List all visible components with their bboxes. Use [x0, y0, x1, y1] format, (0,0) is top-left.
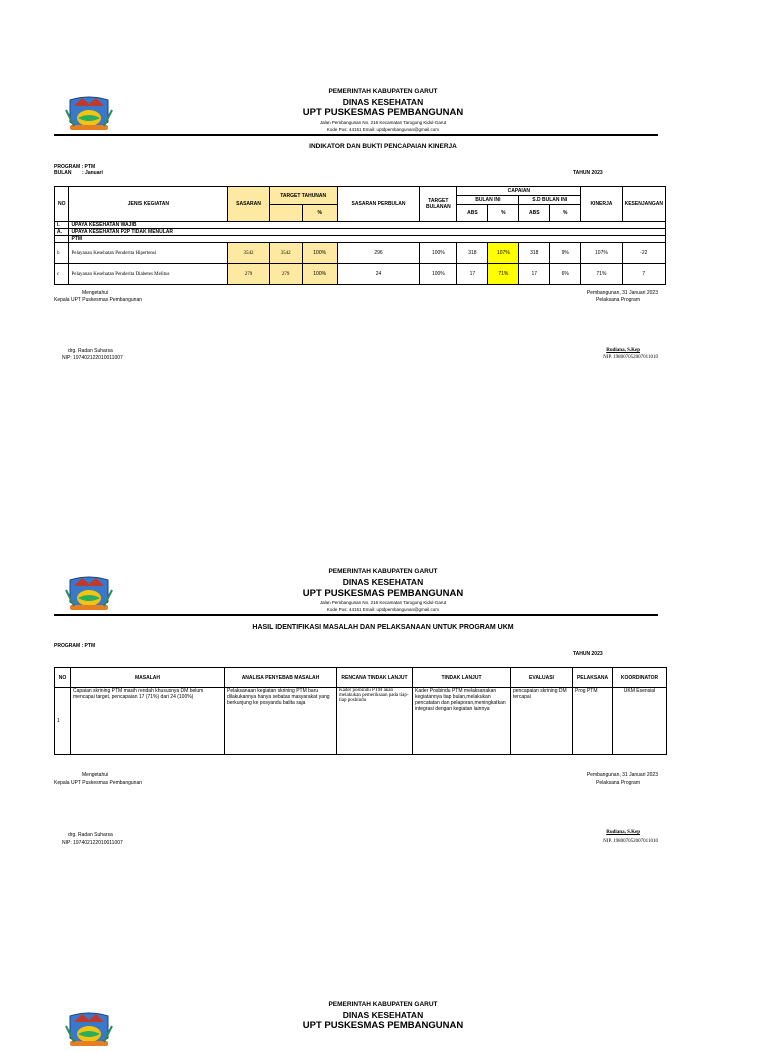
row-tindak: Kader Posbindu PTM melaksanakan kegiatannya tiap bulan,melakukan pencatatan dan pelaporan,meningkatkan integrasi dengan kegiatan lainnya	[413, 688, 511, 755]
th-sd-pct: %	[550, 205, 581, 222]
row-pct: 107%	[488, 243, 519, 264]
th-koordinator: KOORDINATOR	[613, 668, 667, 688]
kop-contact: Kode Pos: 44151 Email: uptdpembangunan@gmail.com	[326, 127, 440, 132]
row-pct: 71%	[488, 264, 519, 285]
tempat-tanggal: Pembangunan, 31 Januari 2023	[586, 772, 658, 778]
program-label: PROGRAM : PTM	[54, 164, 96, 170]
th-no: NO	[55, 187, 69, 222]
th-sasaran: SASARAN	[228, 187, 269, 222]
kop-address: Jalan Pembangunan No. 216 Kecamatan Tarogong Kidul-Garut	[319, 600, 447, 605]
garut-logo-icon	[64, 572, 114, 616]
garut-logo-icon	[64, 92, 114, 136]
row-sd-abs: 17	[519, 264, 550, 285]
th-target-tahunan: TARGET TAHUNAN	[269, 187, 337, 205]
th-abs: ABS	[457, 205, 488, 222]
kop-upt: UPT PUSKESMAS PEMBANGUNAN	[302, 1020, 464, 1031]
row-sd-abs: 318	[519, 243, 550, 264]
section-no	[55, 236, 69, 243]
kop-dinas: DINAS KESEHATAN	[342, 1010, 424, 1020]
pelaksana-label: Pelaksana Program	[596, 780, 640, 786]
th-masalah: MASALAH	[71, 668, 225, 688]
kop-pemerintah: PEMERINTAH KABUPATEN GARUT	[328, 568, 438, 575]
pelaksana-label: Pelaksana Program	[596, 297, 640, 303]
row-target-pct: 100%	[302, 264, 337, 285]
section-label: UPAYA KESEHATAN P2P TIDAK MENULAR	[69, 229, 666, 236]
program-label: PROGRAM : PTM	[54, 643, 96, 649]
kepala-label: Kepala UPT Puskesmas Pembangunan	[54, 297, 143, 303]
th-bulan-ini: BULAN INI	[457, 196, 519, 205]
th-sd-bulan-ini: S.D BULAN INI	[519, 196, 581, 205]
row-target-bulan: 100%	[420, 243, 457, 264]
row-no: c	[55, 264, 69, 285]
mengetahui-label: Mengetahui	[82, 772, 109, 778]
kop-contact: Kode Pos: 44151 Email: uptdpembangunan@gmail.com	[326, 607, 440, 612]
kepala-nip: NIP: 197402122010011007	[62, 840, 123, 846]
kop-upt: UPT PUSKESMAS PEMBANGUNAN	[302, 588, 464, 599]
row-sasaran-bulan: 296	[337, 243, 420, 264]
th-pct: %	[488, 205, 519, 222]
th-target-blank	[269, 205, 302, 222]
row-sasaran: 3542	[228, 243, 269, 264]
mengetahui-label: Mengetahui	[82, 290, 109, 296]
th-capaian: CAPAIAN	[457, 187, 581, 196]
kop-pemerintah: PEMERINTAH KABUPATEN GARUT	[328, 88, 438, 95]
page-title: INDIKATOR DAN BUKTI PENCAPAIAN KINERJA	[309, 143, 457, 150]
row-evaluasi: pencapaian skrining DM tercapai	[511, 688, 573, 755]
row-kesenjangan: 7	[622, 264, 665, 285]
pelaksana-nip: NIP. 198007052007011010	[603, 839, 658, 844]
th-jenis: JENIS KEGIATAN	[69, 187, 228, 222]
row-target: 3542	[269, 243, 302, 264]
kop-address: Jalan Pembangunan No. 216 Kecamatan Tarogong Kidul-Garut	[319, 120, 447, 125]
th-kesenjangan: KESENJANGAN	[622, 187, 665, 222]
row-kegiatan: Pelayanan Kesehatan Penderita Hipertensi	[69, 243, 228, 264]
row-target: 279	[269, 264, 302, 285]
th-no: NO	[55, 668, 71, 688]
th-analisa: ANALISA PENYEBAB MASALAH	[225, 668, 337, 688]
row-abs: 318	[457, 243, 488, 264]
th-kinerja: KINERJA	[581, 187, 622, 222]
row-kegiatan: Pelayanan Kesehatan Penderita Diabetes Melitus	[69, 264, 228, 285]
row-target-pct: 100%	[302, 243, 337, 264]
th-sd-abs: ABS	[519, 205, 550, 222]
garut-logo-icon	[64, 1008, 114, 1052]
kop-pemerintah: PEMERINTAH KABUPATEN GARUT	[328, 1001, 438, 1008]
row-no: b	[55, 243, 69, 264]
row-pelaksana: Prog PTM	[573, 688, 613, 755]
row-rencana: Kader posbindu PTM akan melakukan pemeriksaan pada tiap-tiap posbindu	[337, 688, 413, 755]
row-kesenjangan: -22	[622, 243, 665, 264]
row-target-bulan: 100%	[420, 264, 457, 285]
row-sd-pct: 9%	[550, 243, 581, 264]
row-sasaran: 279	[228, 264, 269, 285]
section-label: PTM	[69, 236, 666, 243]
tahun-label: TAHUN 2023	[573, 651, 603, 657]
row-koordinator: UKM Esensial	[613, 688, 667, 755]
th-sasaran-perbulan: SASARAN PERBULAN	[337, 187, 420, 222]
th-target-pct: %	[302, 205, 337, 222]
th-tindak: TINDAK LANJUT	[413, 668, 511, 688]
row-sasaran-bulan: 24	[337, 264, 420, 285]
row-sd-pct: 6%	[550, 264, 581, 285]
kinerja-table	[54, 186, 666, 285]
row-no: 1	[55, 688, 71, 755]
kop-divider	[54, 134, 658, 136]
row-kinerja: 107%	[581, 243, 622, 264]
th-target-bulanan: TARGET BULANAN	[420, 187, 457, 222]
tempat-tanggal: Pembangunan, 31 Januari 2023	[586, 290, 658, 296]
th-pelaksana: PELAKSANA	[573, 668, 613, 688]
masalah-table	[54, 667, 667, 755]
row-masalah: Capaian skrining PTM masih rendah khususnya DM belum mencapai target, pencapaian 17 (71%) dari 24 (100%)	[71, 688, 225, 755]
kepala-label: Kepala UPT Puskesmas Pembangunan	[54, 780, 143, 786]
bulan-label: BULAN	[54, 170, 72, 176]
kepala-nip: NIP: 197402122010011007	[62, 355, 123, 361]
row-abs: 17	[457, 264, 488, 285]
section-no: I.	[55, 222, 69, 229]
section-label: UPAYA KESEHATAN WAJIB	[69, 222, 666, 229]
bulan-value: : Januari	[82, 170, 103, 176]
section-no: A.	[55, 229, 69, 236]
page-title: HASIL IDENTIFIKASI MASALAH DAN PELAKSANAAN UNTUK PROGRAM UKM	[252, 624, 514, 631]
pelaksana-nama: Rudiana, S.Kep	[606, 830, 640, 835]
pelaksana-nama: Rudiana, S.Kep	[606, 348, 640, 353]
pelaksana-nip: NIP. 198007052007011010	[603, 355, 658, 360]
kepala-nama: drg. Radan Suharsa	[68, 348, 113, 354]
th-evaluasi: EVALUASI	[511, 668, 573, 688]
row-analisa: Pelaksanaan kegiatan skrining PTM baru dilakukannya hanya sebatas masyarakat yang berkunjung ke posyandu balita saja	[225, 688, 337, 755]
row-kinerja: 71%	[581, 264, 622, 285]
kop-divider	[54, 614, 658, 616]
kepala-nama: drg. Radan Suharsa	[68, 832, 113, 838]
kop-upt: UPT PUSKESMAS PEMBANGUNAN	[302, 107, 464, 118]
tahun-label: TAHUN 2023	[573, 170, 603, 176]
th-rencana: RENCANA TINDAK LANJUT	[337, 668, 413, 688]
kop-dinas: DINAS KESEHATAN	[342, 97, 424, 107]
kop-dinas: DINAS KESEHATAN	[342, 577, 424, 587]
